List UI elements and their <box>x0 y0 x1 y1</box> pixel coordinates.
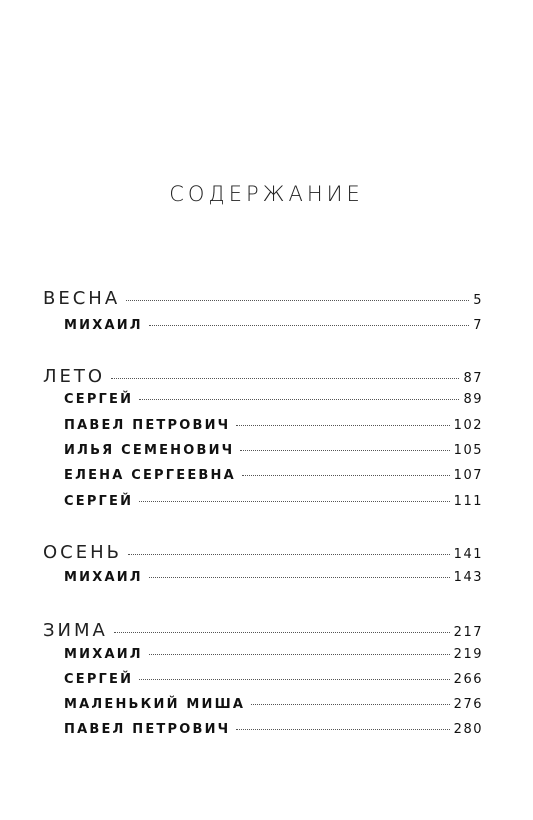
page-number: 276 <box>453 697 483 712</box>
chapter-title: ЕЛЕНА СЕРГЕЕВНА <box>64 468 236 483</box>
page-number: 87 <box>463 371 483 386</box>
dot-leader <box>114 632 450 633</box>
page-number: 89 <box>463 392 483 407</box>
dot-leader <box>236 425 449 426</box>
toc-chapter-row <box>64 672 483 687</box>
toc-chapter-row <box>64 318 483 333</box>
page-number: 217 <box>453 625 483 640</box>
section-title: ЛЕТО <box>43 366 106 387</box>
chapter-title: ПАВЕЛ ПЕТРОВИЧ <box>64 722 231 737</box>
toc-section-spring <box>43 288 483 309</box>
toc-chapter-row <box>64 647 483 662</box>
page-number: 111 <box>453 494 483 509</box>
toc-section-winter <box>43 620 483 641</box>
page-number: 7 <box>473 318 483 333</box>
chapter-title: СЕРГЕЙ <box>64 494 134 509</box>
page-number: 107 <box>453 468 483 483</box>
page-title: СОДЕРЖАНИЕ <box>169 182 364 206</box>
chapter-title: МИХАИЛ <box>64 318 143 333</box>
toc-chapter-row <box>64 722 483 737</box>
dot-leader <box>128 554 450 555</box>
page-number: 141 <box>453 547 483 562</box>
chapter-title: МИХАИЛ <box>64 647 143 662</box>
page-number: 102 <box>453 418 483 433</box>
chapter-title: СЕРГЕЙ <box>64 392 134 407</box>
toc-section-summer <box>43 366 483 387</box>
toc-chapter-row <box>64 494 483 509</box>
dot-leader <box>149 325 469 326</box>
section-title: ЗИМА <box>43 620 108 641</box>
toc-chapter-row <box>64 697 483 712</box>
section-title: ВЕСНА <box>43 288 121 309</box>
toc-chapter-row <box>64 392 483 407</box>
dot-leader <box>126 300 469 301</box>
toc-chapter-row <box>64 468 483 483</box>
page-number: 280 <box>453 722 483 737</box>
dot-leader <box>139 399 459 400</box>
dot-leader <box>240 450 449 451</box>
chapter-title: МАЛЕНЬКИЙ МИША <box>64 697 246 712</box>
chapter-title: ПАВЕЛ ПЕТРОВИЧ <box>64 418 231 433</box>
dot-leader <box>149 654 450 655</box>
dot-leader <box>236 729 449 730</box>
toc-chapter-row <box>64 418 483 433</box>
chapter-title: СЕРГЕЙ <box>64 672 134 687</box>
toc-section-autumn <box>43 542 483 563</box>
page-number: 143 <box>453 570 483 585</box>
page-number: 105 <box>453 443 483 458</box>
chapter-title: ИЛЬЯ СЕМЕНОВИЧ <box>64 443 235 458</box>
dot-leader <box>139 501 449 502</box>
dot-leader <box>111 378 459 379</box>
dot-leader <box>242 475 450 476</box>
toc-chapter-row <box>64 570 483 585</box>
toc-chapter-row <box>64 443 483 458</box>
section-title: ОСЕНЬ <box>43 542 122 563</box>
page-number: 266 <box>453 672 483 687</box>
page-number: 5 <box>473 293 483 308</box>
page-number: 219 <box>453 647 483 662</box>
dot-leader <box>251 704 450 705</box>
dot-leader <box>149 577 450 578</box>
chapter-title: МИХАИЛ <box>64 570 143 585</box>
dot-leader <box>139 679 449 680</box>
